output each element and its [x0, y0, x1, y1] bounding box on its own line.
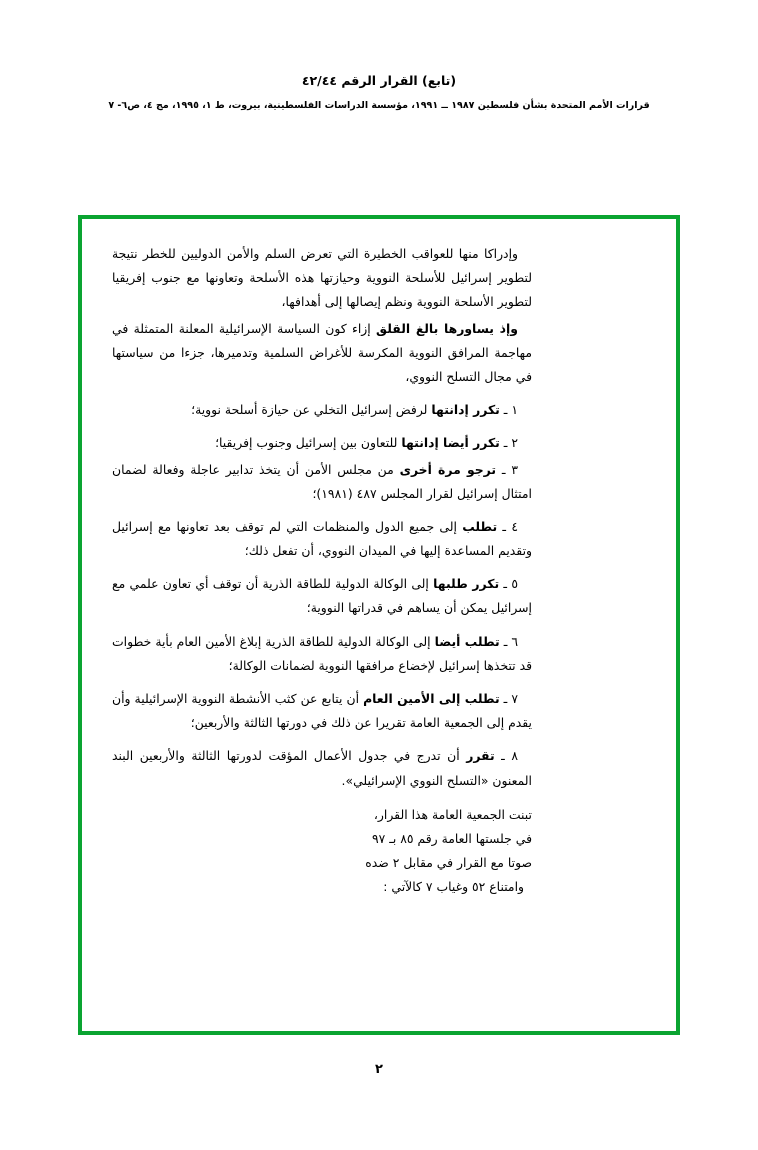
clause-item-8: [112, 744, 532, 792]
clause-item-1: [112, 398, 532, 422]
clause-text: أن يتابع عن كثب الأنشطة النووية الإسرائيلية وأن يقدم إلى الجمعية العامة تقريرا عن ذلك في دورتها الثالثة والأربعين؛: [112, 691, 532, 731]
clause-text: إلى جميع الدول والمنظمات التي لم توقف بعد تعاونها مع إسرائيل وتقديم المساعدة إليها في الميدان النووي، أن تفعل ذلك؛: [112, 518, 532, 559]
clause-number: ٢ ـ: [503, 435, 518, 451]
adoption-line-2: في جلستها العامة رقم ٨٥ بـ ٩٧: [371, 830, 532, 846]
clause-text: من مجلس الأمن أن يتخذ تدابير عاجلة وفعالة لضمان امتثال إسرائيل لقرار المجلس ٤٨٧ (١٩٨١)؛: [112, 461, 532, 501]
clause-bold-lead: تطلب: [462, 518, 498, 534]
clause-item-7: [112, 687, 532, 735]
document-header: [0, 72, 758, 112]
clause-item-4: [112, 515, 532, 563]
clause-number: ٧ ـ: [503, 691, 518, 706]
clause-number: ٤ ـ: [502, 518, 518, 534]
clause-item-2: [112, 431, 532, 455]
clause-item-6: [112, 630, 532, 678]
paragraph-text: إزاء كون السياسة الإسرائيلية المعلنة المتمثلة في مهاجمة المرافق النووية المكرسة للأغراض السلمية وتدميرها، جزءا من سياستها في مجال التسلح النووي،: [112, 320, 532, 384]
clause-text: إلى الوكالة الدولية للطاقة الذرية أن توقف أي تعاون علمي مع إسرائيل يمكن أن يساهم في قدراتها النووية؛: [112, 576, 532, 616]
paragraph-bold-lead: وإذ يساورها بالغ القلق: [376, 320, 518, 336]
clause-text: لرفض إسرائيل التخلي عن حيازة أسلحة نووية؛: [191, 402, 432, 418]
clause-text: أن تدرج في جدول الأعمال المؤقت لدورتها الثالثة والأربعين البند المعنون «التسلح النووي الإسرائيلي».: [112, 748, 532, 788]
source-citation: قرارات الأمم المتحدة بشأن فلسطين ١٩٨٧ ــ ١٩٩١، مؤسسة الدراسات الفلسطينية، بيروت، ط ١، ١٩٩٥، مج ٤، ص٦- ٧: [108, 99, 650, 111]
clause-bold-lead: تكرر طلبها: [433, 576, 500, 592]
clause-bold-lead: تكرر أيضا إدانتها: [401, 435, 500, 451]
adoption-line-4: وامتناع ٥٢ وغياب ٧ كالآتي :: [383, 879, 524, 895]
clause-bold-lead: تطلب إلى الأمين العام: [363, 691, 500, 706]
clause-text: إلى الوكالة الدولية للطاقة الذرية إبلاغ الأمين العام بأية خطوات قد تتخذها إسرائيل لإخضاع مرافقها النووية لضمانات الوكالة؛: [112, 633, 532, 673]
clause-bold-lead: تكرر إدانتها: [431, 402, 500, 418]
clause-item-5: [112, 572, 532, 620]
page-number: ٢: [375, 1062, 383, 1077]
clause-item-3: [112, 458, 532, 506]
paragraph-awareness: [112, 242, 532, 315]
adoption-line-1: تبنت الجمعية العامة هذا القرار،: [373, 806, 532, 822]
clause-number: ١ ـ: [503, 402, 518, 418]
clause-number: ٨ ـ: [501, 748, 518, 764]
paragraph-text: وإدراكا منها للعواقب الخطيرة التي تعرض السلم والأمن الدوليين للخطر نتيجة لتطوير إسرائيل للأسلحة النووية وحيازتها هذه الأسلحة وتعاونها مع جنوب إفريقيا لتطوير الأسلحة النووية ونظم إيصالها إلى أهدافها،: [112, 246, 532, 310]
clause-number: ٦ ـ: [503, 633, 518, 649]
paragraph-concern: [112, 317, 532, 390]
document-body: [112, 242, 532, 900]
clause-bold-lead: تطلب أيضا: [434, 633, 500, 649]
adoption-line-3: صوتا مع القرار في مقابل ٢ ضده: [365, 855, 532, 871]
adoption-note: [112, 803, 532, 900]
clause-text: للتعاون بين إسرائيل وجنوب إفريقيا؛: [215, 435, 402, 451]
document-page: [0, 72, 758, 1150]
clause-bold-lead: ترجو مرة أخرى: [399, 461, 497, 477]
clause-bold-lead: تقرر: [466, 748, 495, 764]
clause-number: ٣ ـ: [501, 461, 518, 477]
clause-number: ٥ ـ: [503, 576, 518, 592]
page-title: (تابع) القرار الرقم ٤٢/٤٤: [301, 73, 457, 88]
